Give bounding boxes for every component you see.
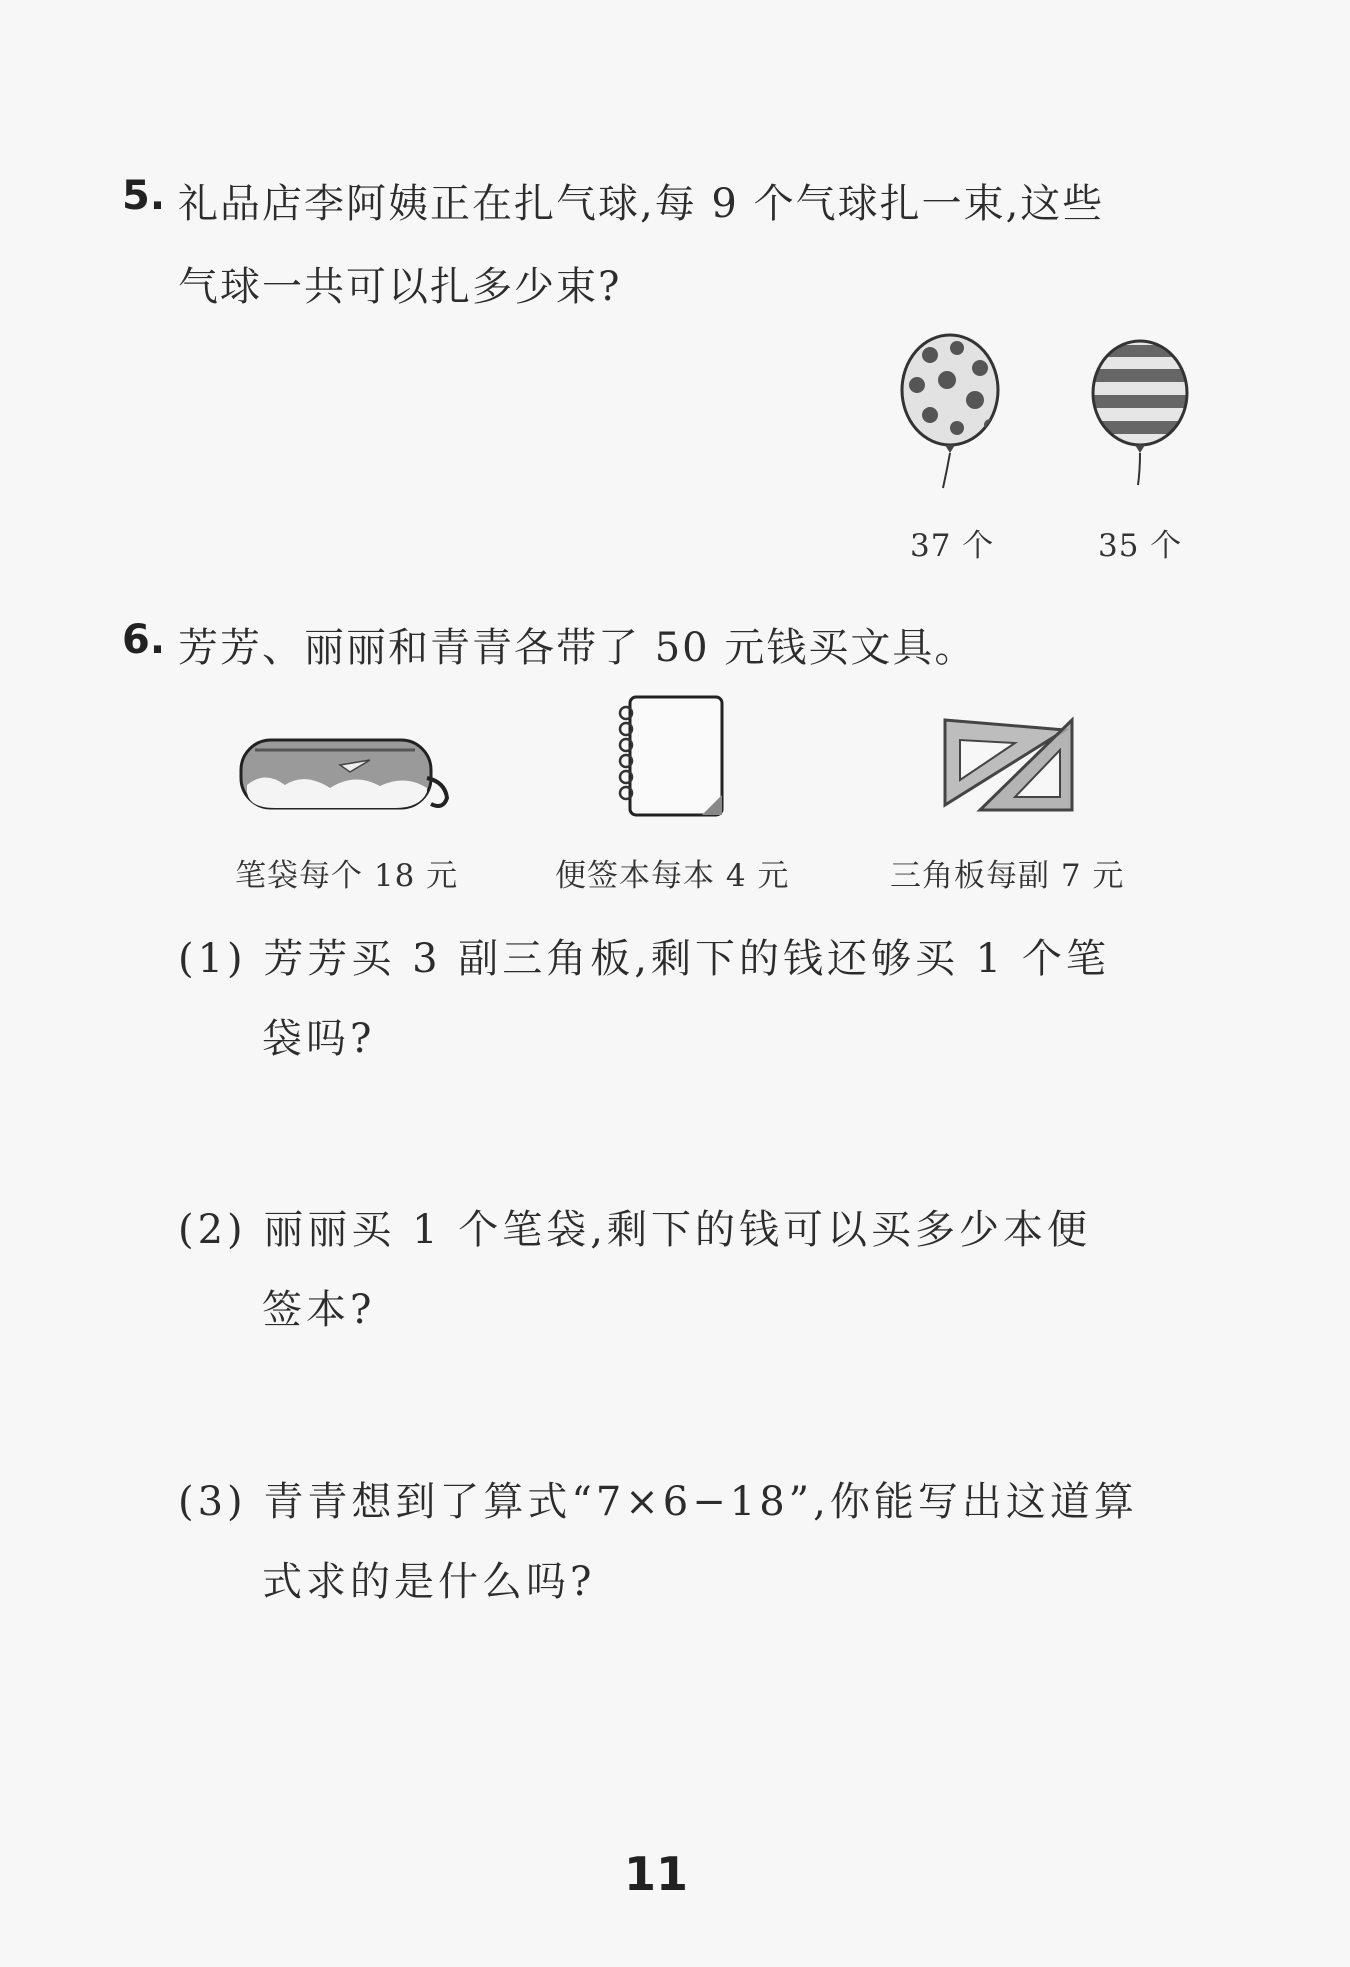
question-5-number: 5. xyxy=(122,173,166,219)
page-number: 11 xyxy=(624,1847,689,1901)
notebook-icon xyxy=(612,693,732,823)
sub-question-2-line-1: (2) 丽丽买 1 个笔袋,剩下的钱可以买多少本便 xyxy=(178,1207,1091,1253)
balloon-count-1: 37 个 xyxy=(910,528,995,564)
set-square-price: 三角板每副 7 元 xyxy=(890,858,1125,894)
question-5-line-1: 礼品店李阿姨正在扎气球,每 9 个气球扎一束,这些 xyxy=(178,181,1105,227)
striped-balloon-icon xyxy=(1085,335,1205,490)
notebook-price: 便签本每本 4 元 xyxy=(555,858,790,894)
pencil-case-icon xyxy=(235,730,455,820)
sub-question-2-line-2: 签本? xyxy=(262,1287,376,1333)
balloon-count-2: 35 个 xyxy=(1098,528,1183,564)
sub-question-1-line-1: (1) 芳芳买 3 副三角板,剩下的钱还够买 1 个笔 xyxy=(178,936,1110,982)
polka-dot-balloon-icon xyxy=(895,330,1015,490)
sub-question-3-line-1: (3) 青青想到了算式“7×6−18”,你能写出这道算 xyxy=(178,1479,1138,1525)
question-6-intro: 芳芳、丽丽和青青各带了 50 元钱买文具。 xyxy=(178,625,977,671)
set-square-icon xyxy=(940,715,1075,815)
question-5-line-2: 气球一共可以扎多少束? xyxy=(178,264,622,310)
sub-question-1-line-2: 袋吗? xyxy=(262,1016,376,1062)
pencil-case-price: 笔袋每个 18 元 xyxy=(235,858,459,894)
sub-question-3-line-2: 式求的是什么吗? xyxy=(262,1559,596,1605)
question-6-number: 6. xyxy=(122,617,166,663)
